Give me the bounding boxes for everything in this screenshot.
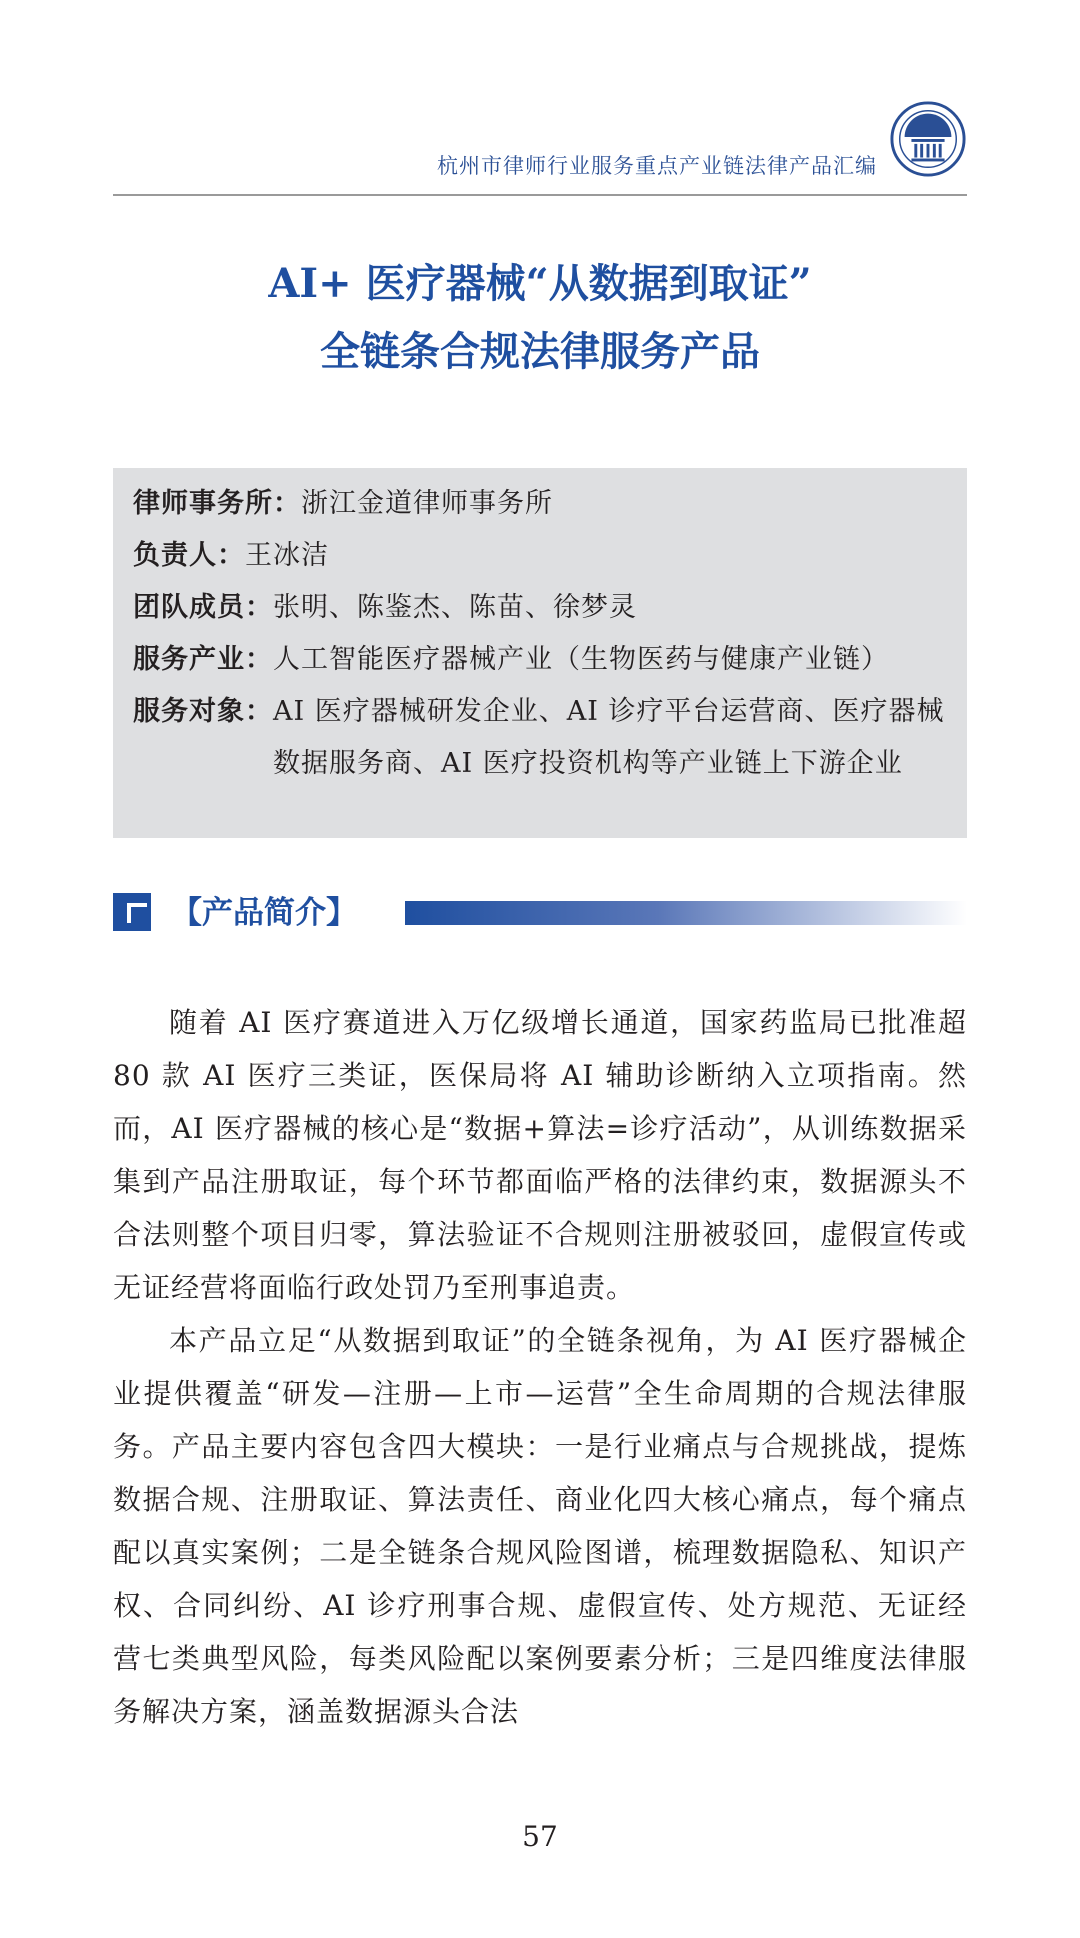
section-title: 【产品简介】 xyxy=(171,895,357,931)
header-title: 杭州市律师行业服务重点产业链法律产品汇编 xyxy=(437,154,877,178)
info-row-clients xyxy=(133,686,947,790)
clients-value: AI 医疗器械研发企业、AI 诊疗平台运营商、医疗器械数据服务商、AI 医疗投资机构等产业链上下游企业 xyxy=(273,696,945,779)
clients-label: 服务对象： xyxy=(133,696,273,727)
info-row-industry xyxy=(133,634,947,686)
document-title xyxy=(113,250,967,386)
document-title-line-1: AI+ 医疗器械“从数据到取证” xyxy=(268,260,812,307)
body-paragraph-1: 随着 AI 医疗赛道进入万亿级增长通道，国家药监局已批准超 80 款 AI 医疗三类证，医保局将 AI 辅助诊断纳入立项指南。然而，AI 医疗器械的核心是“数据+算法=诊疗活动”，从训练数据采集到产品注册取证，每个环节都面临严格的法律约束，数据源头不合法则整个项目归零，算法验证不合规则注册被驳回，虚假宣传或无证经营将面临行政处罚乃至刑事追责。 xyxy=(113,1006,967,1304)
lead-label: 负责人： xyxy=(133,540,245,571)
lead-value: 王冰洁 xyxy=(245,540,329,571)
page-number: 57 xyxy=(522,1820,558,1853)
section-gradient-bar xyxy=(405,901,967,925)
product-info-box xyxy=(113,468,967,838)
running-header xyxy=(113,100,967,196)
document-title-line-2: 全链条合规法律服务产品 xyxy=(320,328,760,375)
industry-value: 人工智能医疗器械产业（生物医药与健康产业链） xyxy=(273,644,889,675)
header-divider xyxy=(113,194,967,196)
section-square-icon xyxy=(113,893,159,933)
info-row-law-firm xyxy=(133,478,947,530)
industry-label: 服务产业： xyxy=(133,644,273,675)
body-paragraph-2: 本产品立足“从数据到取证”的全链条视角，为 AI 医疗器械企业提供覆盖“研发—注册—上市—运营”全生命周期的合规法律服务。产品主要内容包含四大模块：一是行业痛点与合规挑战，提炼数据合规、注册取证、算法责任、商业化四大核心痛点，每个痛点配以真实案例；二是全链条合规风险图谱，梳理数据隐私、知识产权、合同纠纷、AI 诊疗刑事合规、虚假宣传、处方规范、无证经营七类典型风险，每类风险配以案例要素分析；三是四维度法律服务解决方案，涵盖数据源头合法 xyxy=(113,1324,967,1728)
section-heading xyxy=(113,893,967,937)
team-value: 张明、陈鉴杰、陈苗、徐梦灵 xyxy=(273,592,637,623)
lawyers-association-emblem-icon xyxy=(889,100,967,178)
product-intro-body xyxy=(113,996,967,1738)
info-row-team xyxy=(133,582,947,634)
law-firm-value: 浙江金道律师事务所 xyxy=(301,488,553,519)
team-label: 团队成员： xyxy=(133,592,273,623)
info-row-lead xyxy=(133,530,947,582)
law-firm-label: 律师事务所： xyxy=(133,488,301,519)
